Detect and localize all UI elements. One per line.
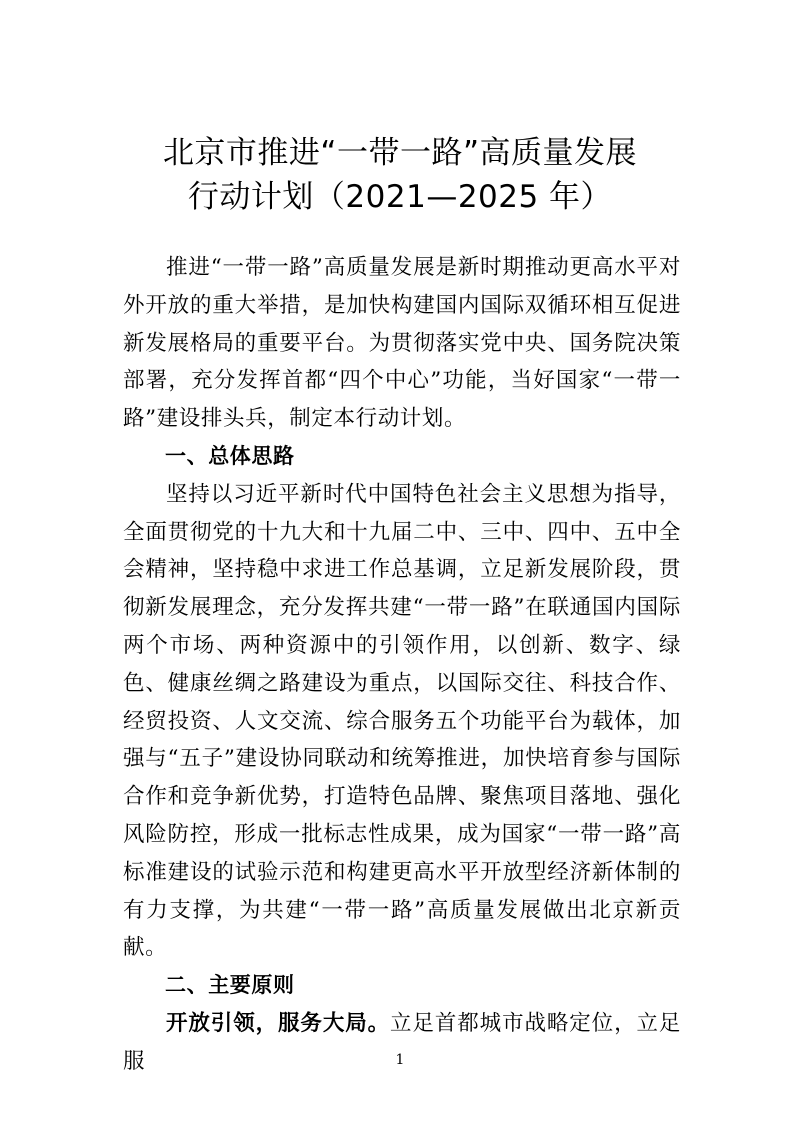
document-title (0, 131, 800, 219)
principle-1-paragraph (123, 1005, 681, 1081)
document-body (123, 249, 681, 1081)
section-heading-2: 二、主要原则 (165, 973, 295, 998)
title-line-2: 行动计划（2021—2025 年） (187, 179, 613, 215)
page-number: 1 (395, 1052, 405, 1068)
section-heading-1: 一、总体思路 (165, 443, 295, 468)
intro-paragraph: 推进“一带一路”高质量发展是新时期推动更高水平对外开放的重大举措，是加快构建国内国际双循环相互促进新发展格局的重要平台。为贯彻落实党中央、国务院决策部署，充分发挥首都“四个中心”功能，当好国家“一带一路”建设排头兵，制定本行动计划。 (123, 255, 681, 432)
principle-1-text: 立足首都城市战略定位，立足服 (123, 1010, 681, 1074)
title-line-1: 北京市推进“一带一路”高质量发展 (162, 135, 638, 171)
principle-1-lead: 开放引领，服务大局。 (166, 1010, 391, 1036)
section-1-paragraph: 坚持以习近平新时代中国特色社会主义思想为指导，全面贯彻党的十九大和十九届二中、三中、四中、五中全会精神，坚持稳中求进工作总基调，立足新发展阶段，贯彻新发展理念，充分发挥共建“一带一路”在联通国内国际两个市场、两种资源中的引领作用，以创新、数字、绿色、健康丝绸之路建设为重点，以国际交往、科技合作、经贸投资、人文交流、综合服务五个功能平台为载体，加强与“五子”建设协同联动和统筹推进，加快培育参与国际合作和竞争新优势，打造特色品牌、聚焦项目落地、强化风险防控，形成一批标志性成果，成为国家“一带一路”高标准建设的试验示范和构建更高水平开放型经济新体制的有力支撑，为共建“一带一路”高质量发展做出北京新贡献。 (123, 481, 681, 961)
